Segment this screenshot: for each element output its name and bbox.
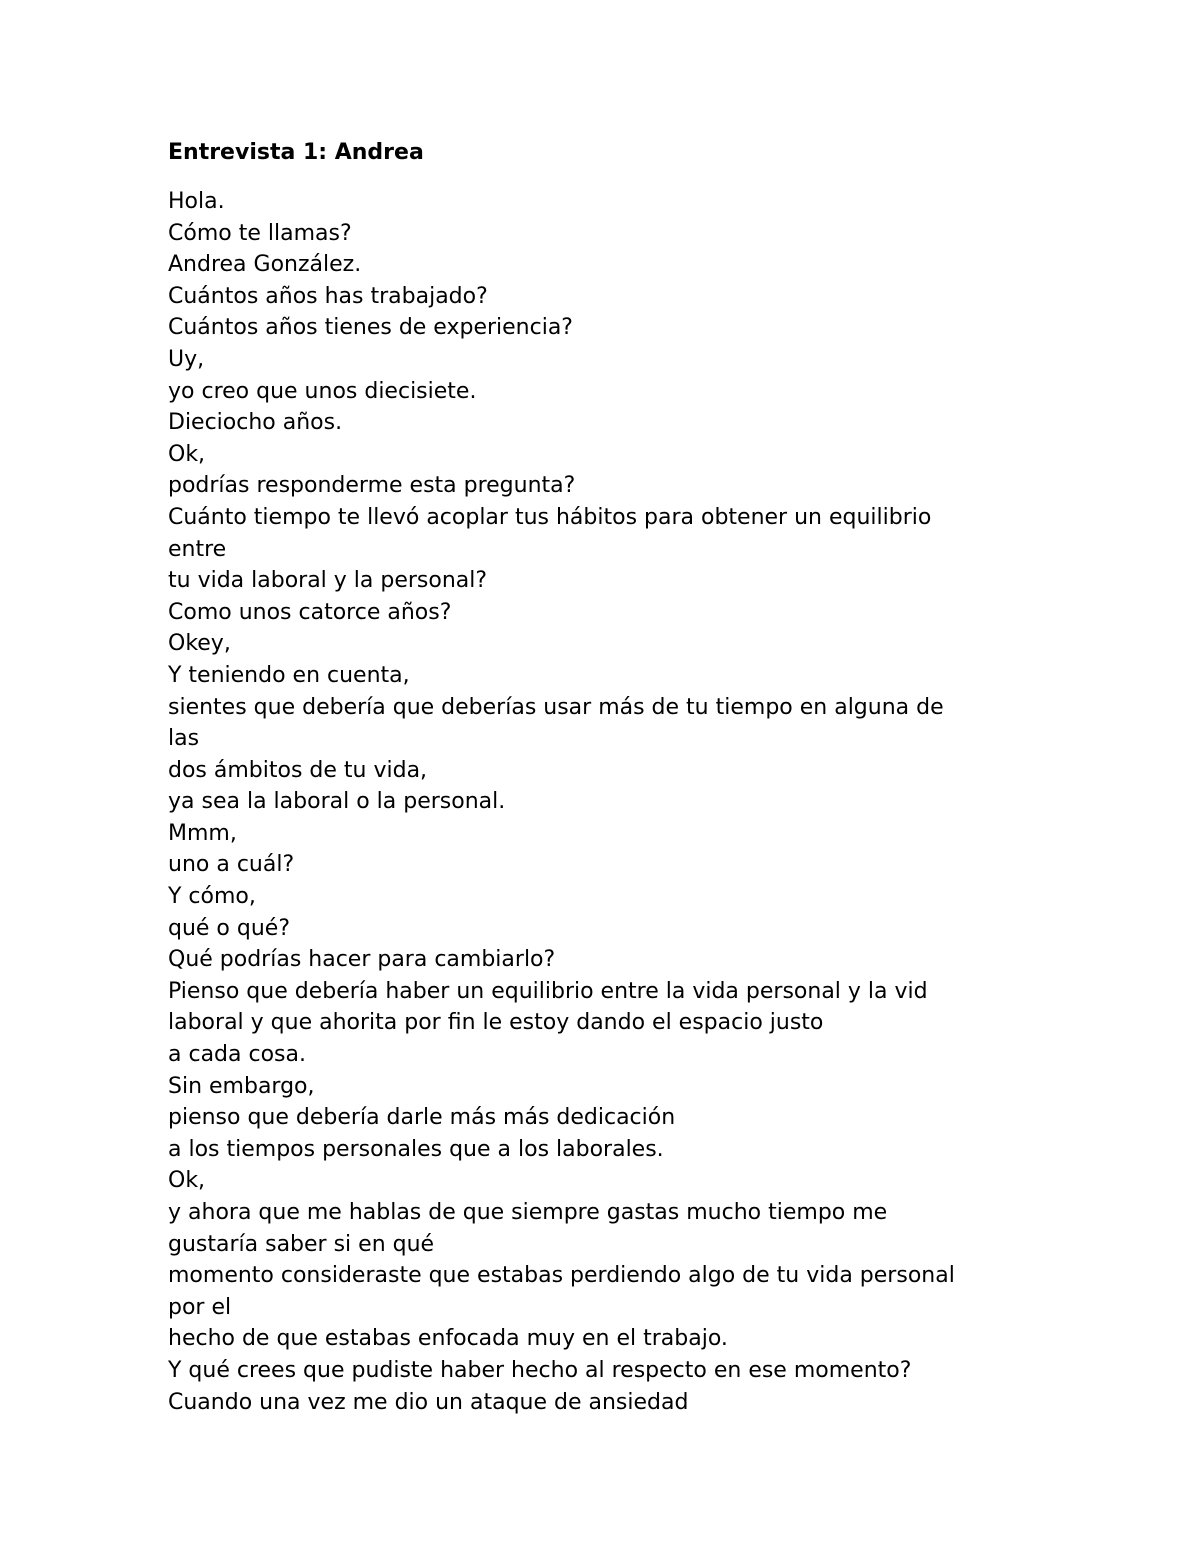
transcript-line: Y qué crees que pudiste haber hecho al respecto en ese momento? (168, 1357, 912, 1383)
transcript-line: Cuando una vez me dio un ataque de ansiedad (168, 1389, 689, 1415)
document-body (168, 138, 1028, 1418)
transcript-line: Y teniendo en cuenta, (168, 662, 410, 688)
transcript-line: las (168, 726, 200, 752)
transcript-line: ya sea la laboral o la personal. (168, 789, 506, 815)
transcript-line: por el (168, 1294, 232, 1320)
transcript-line: Sin embargo, (168, 1073, 315, 1099)
transcript-line: Cuántos años has trabajado? (168, 283, 488, 309)
transcript-line: Okey, (168, 631, 231, 657)
transcript-line: podrías responderme esta pregunta? (168, 473, 576, 499)
transcript-line: tu vida laboral y la personal? (168, 568, 488, 594)
transcript-line: Dieciocho años. (168, 410, 343, 436)
transcript-line: Hola. (168, 189, 225, 214)
transcript-line: uno a cuál? (168, 852, 295, 878)
transcript-line: Uy, (168, 346, 205, 372)
transcript-line: Ok, (168, 441, 206, 467)
transcript-line: dos ámbitos de tu vida, (168, 757, 428, 783)
transcript-line: y ahora que me hablas de que siempre gastas mucho tiempo me (168, 1200, 888, 1225)
transcript-line: Cuánto tiempo te llevó acoplar tus hábitos para obtener un equilibrio (168, 504, 932, 530)
transcript-line: pienso que debería darle más más dedicación (168, 1105, 676, 1131)
transcript-line: Andrea González. (168, 252, 362, 278)
transcript-line: Cómo te llamas? (168, 220, 352, 246)
transcript-line: Pienso que debería haber un equilibrio entre la vida personal y la vid (168, 978, 928, 1004)
transcript-lines (168, 186, 1028, 1418)
transcript-line: yo creo que unos diecisiete. (168, 378, 477, 404)
transcript-line: laboral y que ahorita por fin le estoy dando el espacio justo (168, 1010, 824, 1036)
transcript-line: a los tiempos personales que a los laborales. (168, 1136, 664, 1162)
transcript-line: Como unos catorce años? (168, 599, 452, 625)
document-title: Entrevista 1: Andrea (168, 140, 424, 165)
transcript-line: Mmm, (168, 820, 237, 846)
transcript-line: Ok, (168, 1168, 206, 1194)
transcript-line: qué o qué? (168, 915, 291, 941)
transcript-line: a cada cosa. (168, 1042, 306, 1068)
transcript-line: hecho de que estabas enfocada muy en el trabajo. (168, 1326, 728, 1352)
transcript-line: sientes que debería que deberías usar más de tu tiempo en alguna de (168, 694, 944, 720)
transcript-line: Y cómo, (168, 884, 256, 910)
transcript-line: entre (168, 536, 227, 562)
transcript-line: gustaría saber si en qué (168, 1231, 435, 1257)
transcript-line: Qué podrías hacer para cambiarlo? (168, 947, 556, 973)
transcript-line: Cuántos años tienes de experiencia? (168, 315, 573, 341)
transcript-line: momento consideraste que estabas perdiendo algo de tu vida personal (168, 1263, 955, 1289)
